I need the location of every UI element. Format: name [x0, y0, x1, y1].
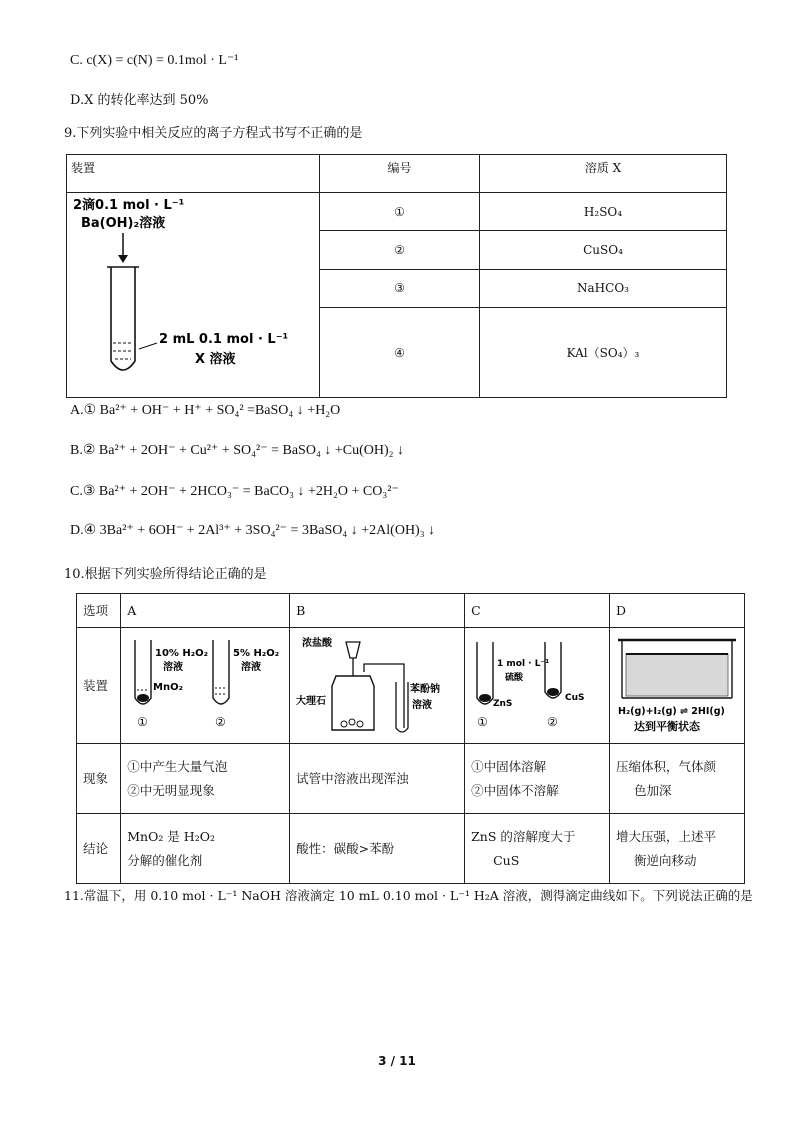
q10-stem: 10.根据下列实验所得结论正确的是 — [64, 567, 267, 582]
fig-b-acid: 浓盐酸 — [302, 637, 333, 649]
q10-phenomenon-d — [610, 744, 745, 814]
q10-phenomenon-c — [465, 744, 610, 814]
fig-d-container — [612, 632, 742, 740]
q10-fig-b-cell — [290, 628, 465, 744]
q9-row4-number: ④ — [320, 308, 480, 398]
fig-c-test-tubes — [467, 632, 601, 740]
fig-c-num-1: ① — [477, 714, 488, 729]
q10-phenomenon-a — [121, 744, 290, 814]
option-d-prev: D.X 的转化率达到 50% — [70, 93, 209, 108]
q10-fig-d-cell — [610, 628, 745, 744]
q10-label-phenomenon: 现象 — [77, 744, 121, 814]
phenomenon-d-line-2: 色加深 — [634, 782, 672, 798]
q9-figure-cell — [67, 193, 320, 398]
fig-c-conc: 1 mol · L⁻¹ — [497, 658, 550, 669]
q10-label-device: 装置 — [77, 628, 121, 744]
q9-row1-solute: H₂SO₄ — [480, 193, 727, 231]
phenomenon-d-line-1: 压缩体积，气体颜 — [616, 758, 717, 774]
test-tube-figure — [67, 193, 311, 397]
fig-d-state: 达到平衡状态 — [634, 719, 700, 733]
fig-a-label-5: 溶液 — [241, 661, 262, 673]
q9-table — [66, 154, 727, 398]
q9-row2-number: ② — [320, 231, 480, 269]
q9-row3-number: ③ — [320, 269, 480, 307]
conclusion-d-line-2: 衡逆向移动 — [634, 852, 697, 868]
fig-d-equation: H₂(g)+I₂(g) ⇌ 2HI(g) — [618, 705, 725, 717]
q10-phenomenon-b: 试管中溶液出现浑浊 — [290, 744, 465, 814]
q10-fig-a-cell — [121, 628, 290, 744]
conclusion-c-line-2: CuS — [493, 852, 520, 868]
option-c-prev: C. c(X) = c(N) = 0.1mol · L⁻¹ — [70, 53, 239, 68]
fig-bottom-label-1: 2 mL 0.1 mol · L⁻¹ — [159, 332, 289, 347]
fig-top-label-2: Ba(OH)₂溶液 — [81, 216, 166, 231]
fig-a-label-1: 10% H₂O₂ — [155, 647, 209, 659]
q9-header-device: 装置 — [67, 155, 320, 193]
phenomenon-c-line-2: ②中固体不溶解 — [471, 782, 559, 798]
q10-header-option: 选项 — [77, 594, 121, 628]
conclusion-d-line-1: 增大压强，上述平 — [616, 828, 717, 844]
fig-b-phenol-1: 苯酚钠 — [410, 683, 441, 695]
q9-row3-solute: NaHCO₃ — [480, 269, 727, 307]
q9-option-a: A.① Ba²⁺ + OH⁻ + H⁺ + SO₄² =BaSO₄ ↓ +H₂O — [70, 403, 341, 418]
fig-top-label-1: 2滴0.1 mol · L⁻¹ — [73, 198, 185, 213]
q9-row2-solute: CuSO₄ — [480, 231, 727, 269]
fig-a-test-tubes — [123, 632, 281, 740]
q11-stem: 11.常温下，用 0.10 mol · L⁻¹ NaOH 溶液滴定 10 mL 0.10 mol · L⁻¹ H₂A 溶液，测得滴定曲线如下。下列说法正确的是 — [64, 888, 753, 903]
q10-label-conclusion: 结论 — [77, 814, 121, 884]
q9-header-solute: 溶质 X — [480, 155, 727, 193]
phenomenon-a-line-2: ②中无明显现象 — [127, 782, 215, 798]
fig-b-stone: 大理石 — [296, 695, 327, 707]
fig-a-label-3: MnO₂ — [153, 681, 184, 693]
q9-row1-number: ① — [320, 193, 480, 231]
conclusion-a-line-2: 分解的催化剂 — [127, 852, 203, 868]
q10-header-c: C — [465, 594, 610, 628]
q9-option-b: B.② Ba²⁺ + 2OH⁻ + Cu²⁺ + SO₄²⁻ = BaSO₄ ↓ +Cu(OH)₂ ↓ — [70, 443, 404, 458]
q9-option-d: D.④ 3Ba²⁺ + 6OH⁻ + 2Al³⁺ + 3SO₄²⁻ = 3BaSO₄ ↓ +2Al(OH)₃ ↓ — [70, 523, 436, 538]
phenomenon-c-line-1: ①中固体溶解 — [471, 758, 547, 774]
fig-a-label-4: 5% H₂O₂ — [233, 647, 280, 659]
fig-a-num-1: ① — [137, 714, 148, 729]
fig-c-acid: 硫酸 — [505, 672, 524, 683]
q10-table — [76, 593, 745, 884]
q9-header-number: 编号 — [320, 155, 480, 193]
fig-c-num-2: ② — [547, 714, 558, 729]
q10-header-b: B — [290, 594, 465, 628]
q10-conclusion-d — [610, 814, 745, 884]
q10-header-d: D — [610, 594, 745, 628]
q10-fig-c-cell — [465, 628, 610, 744]
fig-c-cus: CuS — [565, 692, 585, 703]
q10-conclusion-c — [465, 814, 610, 884]
fig-a-label-2: 溶液 — [163, 661, 184, 673]
q9-stem: 9.下列实验中相关反应的离子方程式书写不正确的是 — [64, 126, 363, 141]
fig-c-zns: ZnS — [493, 698, 513, 709]
page-number: 3 / 11 — [378, 1054, 416, 1068]
fig-b-phenol-2: 溶液 — [412, 699, 433, 711]
q10-conclusion-a — [121, 814, 290, 884]
conclusion-a-line-1: MnO₂ 是 H₂O₂ — [127, 828, 215, 844]
fig-bottom-label-2: X 溶液 — [195, 352, 236, 367]
q9-row4-solute: KAl（SO₄）₃ — [480, 308, 727, 398]
fig-a-num-2: ② — [215, 714, 226, 729]
conclusion-c-line-1: ZnS 的溶解度大于 — [471, 828, 576, 844]
fig-b-apparatus — [292, 632, 462, 740]
q10-header-a: A — [121, 594, 290, 628]
phenomenon-a-line-1: ①中产生大量气泡 — [127, 758, 228, 774]
q10-conclusion-b: 酸性：碳酸>苯酚 — [290, 814, 465, 884]
q9-option-c: C.③ Ba²⁺ + 2OH⁻ + 2HCO₃⁻ = BaCO₃ ↓ +2H₂O + CO₃²⁻ — [70, 484, 399, 499]
